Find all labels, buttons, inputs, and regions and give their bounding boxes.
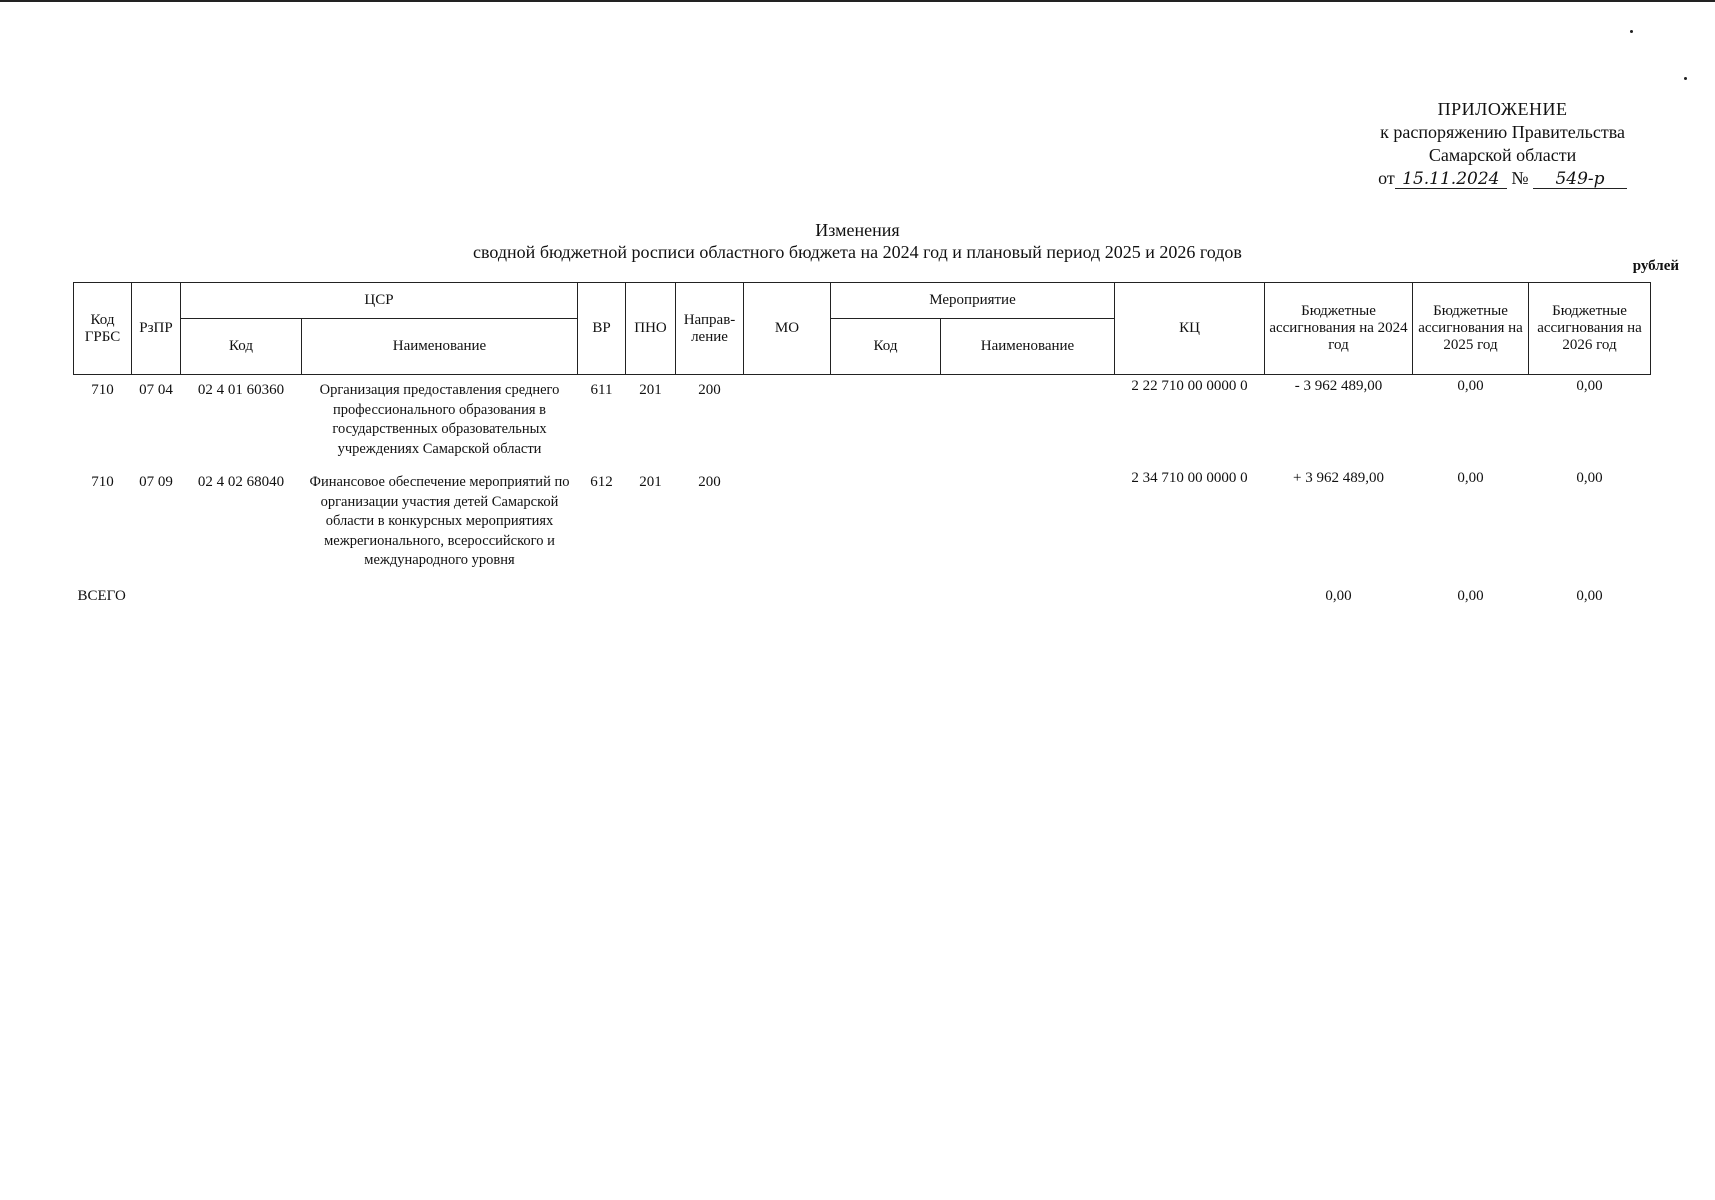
document-subtitle: сводной бюджетной росписи областного бюджета на 2024 год и плановый период 2025 и 2026 годов (473, 242, 1242, 262)
cell-rzpr: 07 09 (139, 474, 173, 490)
cell-budget-2024: - 3 962 489,00 (1294, 378, 1383, 394)
cell-direction: 200 (698, 382, 721, 398)
cell-grbs: 710 (91, 474, 114, 490)
cell-csr-code: 02 4 01 60360 (197, 382, 285, 398)
header-csr-name: Наименование (302, 319, 578, 375)
cell-csr-name: Финансовое обеспечение мероприятий по организации участия детей Самарской области в конкурсных мероприятиях межрегионального, всероссийского и международного уровня (309, 474, 570, 568)
handwritten-date: 15.11.2024 (1395, 170, 1507, 189)
date-prefix: от (1378, 168, 1395, 188)
appendix-line-2: Самарской области (1428, 145, 1577, 165)
cell-budget-2026: 0,00 (1576, 378, 1603, 394)
cell-budget-2026: 0,00 (1576, 470, 1603, 486)
scan-speck (1630, 30, 1633, 33)
cell-vr: 612 (590, 474, 613, 490)
cell-budget-2024: + 3 962 489,00 (1293, 470, 1384, 486)
appendix-block (1378, 98, 1627, 190)
cell-mo (744, 375, 831, 468)
cell-kc: 2 22 710 00 0000 0 (1131, 378, 1248, 394)
number-prefix: № (1511, 168, 1529, 188)
cell-event-name (941, 467, 1115, 579)
total-label: ВСЕГО (77, 587, 126, 604)
cell-event-code (831, 467, 941, 579)
total-budget-2026: 0,00 (1576, 587, 1603, 604)
header-mo: МО (744, 283, 831, 375)
header-vr: ВР (578, 283, 626, 375)
appendix-title: ПРИЛОЖЕНИЕ (1437, 99, 1568, 119)
appendix-date-line (1378, 167, 1627, 190)
header-event-code: Код (831, 319, 941, 375)
scan-top-edge (0, 0, 1715, 2)
header-pno: ПНО (626, 283, 676, 375)
cell-vr: 611 (590, 382, 613, 398)
header-grbs: Код ГРБС (74, 283, 132, 375)
header-event: Мероприятие (831, 283, 1115, 319)
document-title: Изменения (815, 220, 900, 240)
units-label: рублей (1632, 258, 1679, 274)
header-budget-2025: Бюджетные ассигнования на 2025 год (1413, 283, 1529, 375)
handwritten-number: 549-р (1533, 170, 1627, 189)
scan-speck (1684, 77, 1687, 80)
cell-pno: 201 (639, 474, 662, 490)
table-row (74, 375, 1651, 468)
budget-changes-table (73, 282, 1651, 614)
total-budget-2025: 0,00 (1457, 587, 1484, 604)
cell-event-name (941, 375, 1115, 468)
header-direction: Направ-ление (676, 283, 744, 375)
header-kc: КЦ (1115, 283, 1265, 375)
cell-rzpr: 07 04 (139, 382, 173, 398)
cell-mo (744, 467, 831, 579)
appendix-line-1: к распоряжению Правительства (1380, 122, 1625, 142)
cell-csr-code: 02 4 02 68040 (197, 474, 285, 490)
cell-csr-name: Организация предоставления среднего профессионального образования в государственных образовательных учреждениях Самарской области (319, 382, 560, 457)
total-budget-2024: 0,00 (1325, 587, 1352, 604)
header-budget-2026: Бюджетные ассигнования на 2026 год (1529, 283, 1651, 375)
header-budget-2024: Бюджетные ассигнования на 2024 год (1265, 283, 1413, 375)
cell-grbs: 710 (91, 382, 114, 398)
cell-kc: 2 34 710 00 0000 0 (1131, 470, 1248, 486)
total-row (74, 579, 1651, 614)
header-event-name: Наименование (941, 319, 1115, 375)
cell-budget-2025: 0,00 (1457, 470, 1484, 486)
total-spacer (181, 579, 1265, 614)
header-rzpr: РзПР (132, 283, 181, 375)
cell-direction: 200 (698, 474, 721, 490)
cell-pno: 201 (639, 382, 662, 398)
header-csr-code: Код (181, 319, 302, 375)
table-row (74, 467, 1651, 579)
cell-event-code (831, 375, 941, 468)
header-csr: ЦСР (181, 283, 578, 319)
cell-budget-2025: 0,00 (1457, 378, 1484, 394)
